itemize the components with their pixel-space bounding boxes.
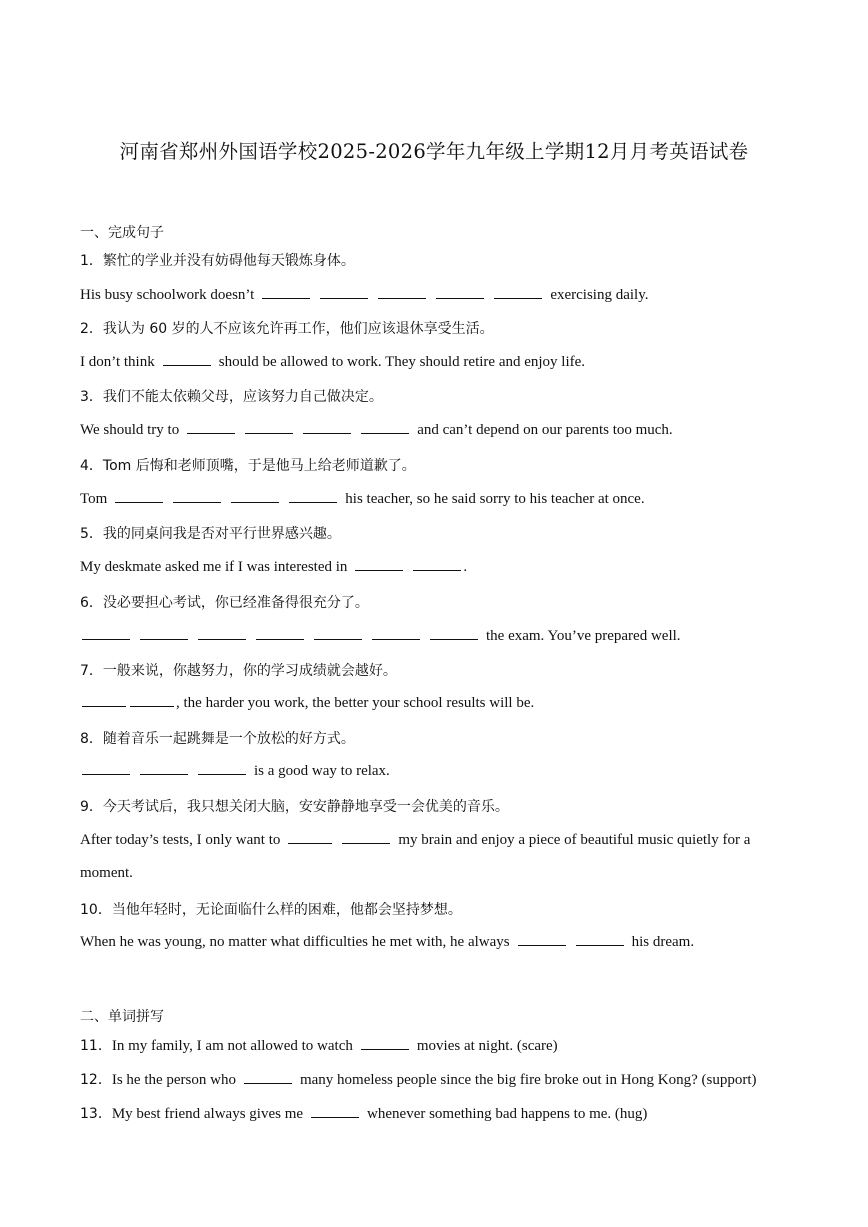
- question-7-chinese: 7．一般来说，你越努力，你的学习成绩就会越好。: [80, 663, 397, 679]
- answer-blank[interactable]: [173, 490, 221, 503]
- question-12-number: 12．: [80, 1072, 112, 1088]
- answer-blank[interactable]: [288, 831, 332, 844]
- question-10-text-before: When he was young, no matter what difficulties he met with, he always: [80, 934, 510, 950]
- answer-blank[interactable]: [140, 627, 188, 640]
- question-9-text-after: my brain and enjoy a piece of beautiful music quietly for a: [398, 832, 751, 848]
- answer-blank[interactable]: [518, 933, 566, 946]
- answer-blank[interactable]: [115, 490, 163, 503]
- answer-blank[interactable]: [430, 627, 478, 640]
- question-7-english: [80, 694, 808, 712]
- question-9-text-before: After today’s tests, I only want to: [80, 832, 281, 848]
- question-1-english: [80, 286, 808, 304]
- answer-blank[interactable]: [231, 490, 279, 503]
- question-10-chinese: 10．当他年轻时，无论面临什么样的困难，他都会坚持梦想。: [80, 902, 462, 918]
- answer-blank[interactable]: [378, 286, 426, 299]
- question-8-chinese: 8．随着音乐一起跳舞是一个放松的好方式。: [80, 731, 355, 747]
- answer-blank[interactable]: [361, 421, 409, 434]
- answer-blank[interactable]: [82, 694, 126, 707]
- question-6-text-after: the exam. You’ve prepared well.: [486, 628, 681, 644]
- question-13-text-after: whenever something bad happens to me. (hug): [367, 1106, 648, 1122]
- question-6-english: [80, 627, 808, 645]
- question-13-number: 13．: [80, 1106, 112, 1122]
- question-1-text-before: His busy schoolwork doesn’t: [80, 287, 255, 303]
- answer-blank[interactable]: [256, 627, 304, 640]
- question-9-english: [80, 831, 808, 849]
- answer-blank[interactable]: [342, 831, 390, 844]
- answer-blank[interactable]: [82, 627, 130, 640]
- question-11: [80, 1035, 808, 1055]
- answer-blank[interactable]: [198, 762, 246, 775]
- question-2-text-before: I don’t think: [80, 354, 155, 370]
- section-heading-word-spelling: 二、单词拼写: [80, 1009, 164, 1025]
- answer-blank[interactable]: [311, 1105, 359, 1118]
- answer-blank[interactable]: [140, 762, 188, 775]
- answer-blank[interactable]: [413, 558, 461, 571]
- question-11-number: 11．: [80, 1038, 112, 1054]
- question-4-text-after: his teacher, so he said sorry to his teacher at once.: [345, 491, 645, 507]
- question-5-english: [80, 558, 808, 576]
- answer-blank[interactable]: [198, 627, 246, 640]
- question-13-text-before: My best friend always gives me: [111, 1106, 304, 1122]
- answer-blank[interactable]: [576, 933, 624, 946]
- question-7-text-after: , the harder you work, the better your school results will be.: [176, 695, 535, 711]
- answer-blank[interactable]: [355, 558, 403, 571]
- question-2-text-after: should be allowed to work. They should retire and enjoy life.: [218, 354, 586, 370]
- answer-blank[interactable]: [289, 490, 337, 503]
- answer-blank[interactable]: [436, 286, 484, 299]
- question-5-chinese: 5．我的同桌问我是否对平行世界感兴趣。: [80, 526, 341, 542]
- answer-blank[interactable]: [163, 353, 211, 366]
- answer-blank[interactable]: [320, 286, 368, 299]
- question-5-text-before: My deskmate asked me if I was interested in: [80, 559, 348, 575]
- question-12: [80, 1069, 808, 1089]
- answer-blank[interactable]: [245, 421, 293, 434]
- question-6-chinese: 6．没必要担心考试，你已经准备得很充分了。: [80, 595, 369, 611]
- question-4-chinese: 4．Tom 后悔和老师顶嘴，于是他马上给老师道歉了。: [80, 458, 416, 474]
- question-12-text-before: Is he the person who: [111, 1072, 236, 1088]
- question-4-english: [80, 490, 808, 508]
- answer-blank[interactable]: [187, 421, 235, 434]
- question-10-english: [80, 933, 808, 951]
- question-5-text-after: .: [463, 559, 468, 575]
- question-3-chinese: 3．我们不能太依赖父母，应该努力自己做决定。: [80, 389, 383, 405]
- question-10-text-after: his dream.: [631, 934, 695, 950]
- question-11-text-after: movies at night. (scare): [416, 1038, 558, 1054]
- question-3-english: [80, 421, 808, 439]
- question-4-text-before: Tom: [80, 491, 108, 507]
- answer-blank[interactable]: [244, 1071, 292, 1084]
- answer-blank[interactable]: [314, 627, 362, 640]
- answer-blank[interactable]: [494, 286, 542, 299]
- page-title: 河南省郑州外国语学校2025-2026学年九年级上学期12月月考英语试卷: [119, 140, 749, 163]
- question-8-text-after: is a good way to relax.: [254, 763, 390, 779]
- answer-blank[interactable]: [82, 762, 130, 775]
- question-13: [80, 1103, 808, 1123]
- question-9-english-continued: moment.: [80, 865, 133, 881]
- section-heading-complete-sentences: 一、完成句子: [80, 225, 164, 241]
- answer-blank[interactable]: [262, 286, 310, 299]
- question-12-text-after: many homeless people since the big fire broke out in Hong Kong? (support): [299, 1072, 757, 1088]
- question-2-english: [80, 353, 808, 371]
- question-9-chinese: 9．今天考试后，我只想关闭大脑，安安静静地享受一会优美的音乐。: [80, 799, 509, 815]
- question-1-text-after: exercising daily.: [550, 287, 649, 303]
- answer-blank[interactable]: [130, 694, 174, 707]
- question-3-text-before: We should try to: [80, 422, 180, 438]
- question-1-chinese: 1．繁忙的学业并没有妨碍他每天锻炼身体。: [80, 253, 355, 269]
- question-3-text-after: and can’t depend on our parents too much.: [417, 422, 673, 438]
- answer-blank[interactable]: [372, 627, 420, 640]
- answer-blank[interactable]: [361, 1037, 409, 1050]
- question-11-text-before: In my family, I am not allowed to watch: [111, 1038, 353, 1054]
- answer-blank[interactable]: [303, 421, 351, 434]
- question-8-english: [80, 762, 808, 780]
- question-2-chinese: 2．我认为 60 岁的人不应该允许再工作，他们应该退休享受生活。: [80, 321, 494, 337]
